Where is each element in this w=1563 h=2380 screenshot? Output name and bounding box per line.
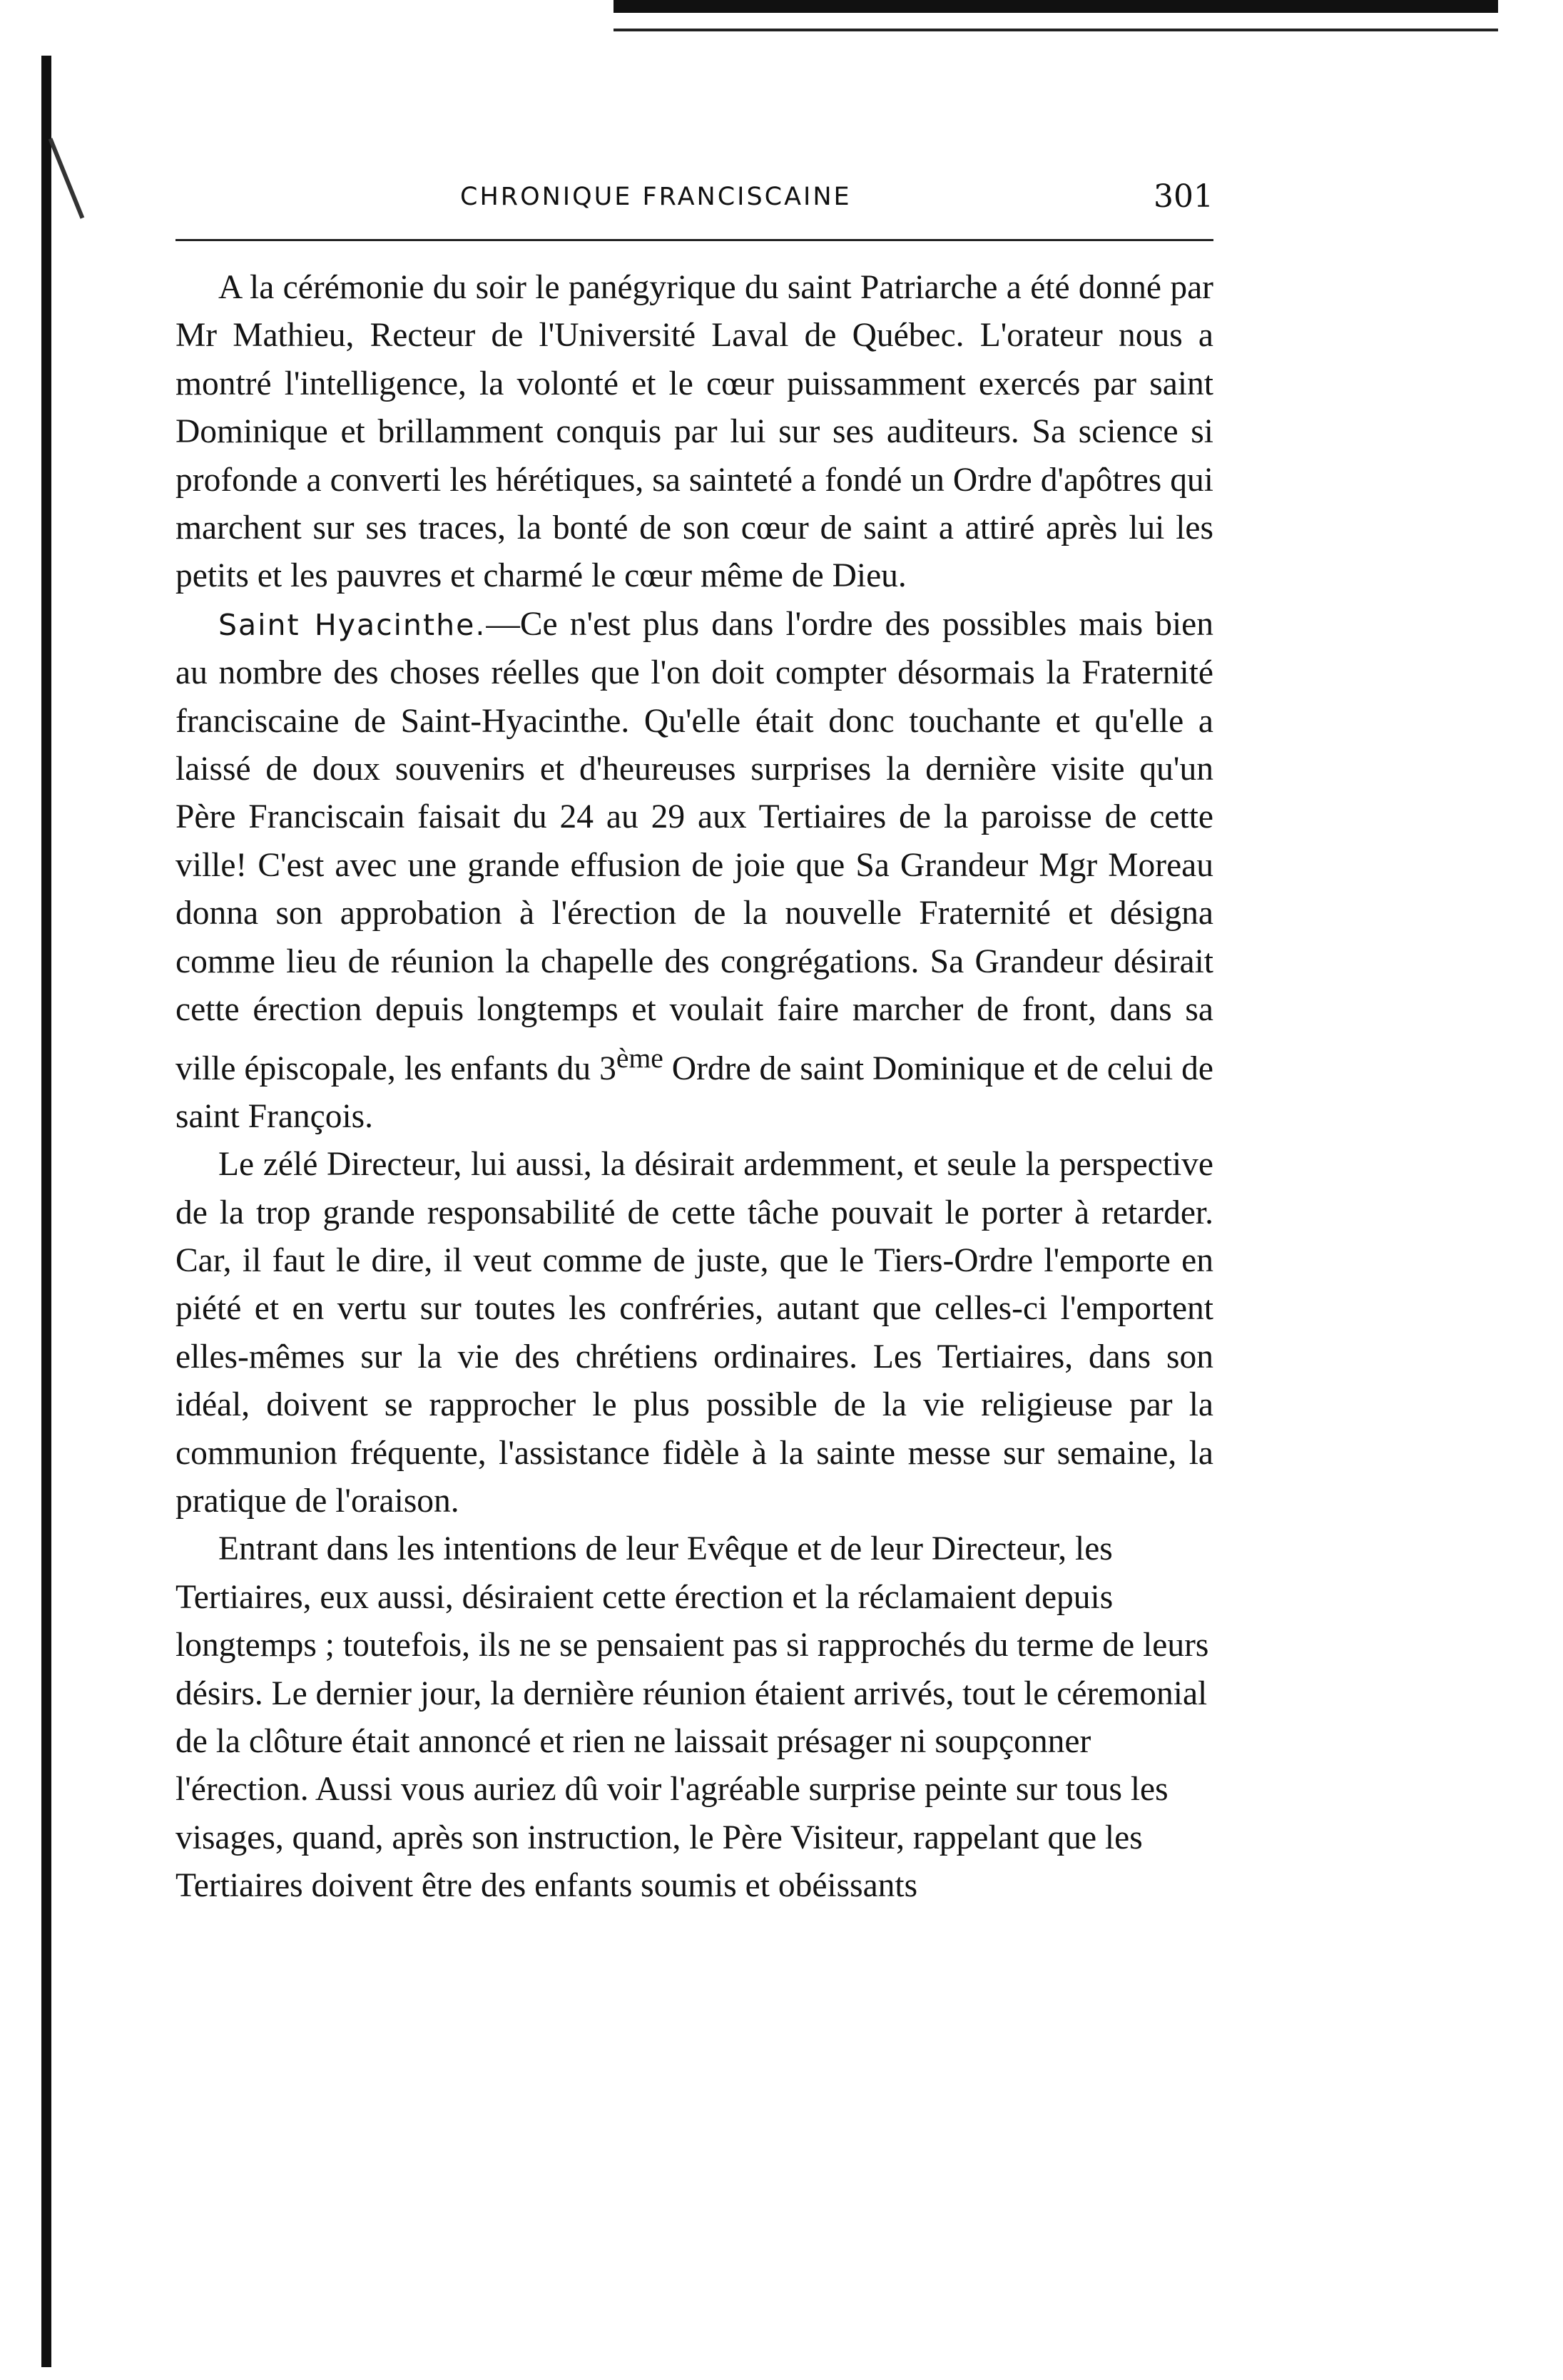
paragraph-2-tail: Ordre de saint Dominique et de celui de saint François. [175, 1049, 1213, 1135]
section-heading: Saint Hyacinthe. [218, 607, 487, 642]
page-body [175, 264, 1213, 1911]
scan-border-top-thin [614, 29, 1498, 31]
paragraph-3: Le zélé Directeur, lui aussi, la désirait ardemment, et seule la perspective de la trop grande responsabilité de cette tâche pouvait le porter à retarder. Car, il faut le dire, il veut comme de juste, que le Tiers-Ordre l'emporte en piété et en vertu sur toutes les confréries, autant que celles-ci l'emportent elles-mêmes sur la vie des chrétiens ordinaires. Les Tertiaires, dans son idéal, doivent se rapprocher le plus possible de la vie religieuse par la communion fréquente, l'assistance fidèle à la sainte messe sur semaine, la pratique de l'oraison. [175, 1146, 1213, 1520]
paragraph-1: A la cérémonie du soir le panégyrique du saint Patriarche a été donné par Mr Mathieu, Recteur de l'Université Laval de Québec. L'orateur nous a montré l'intelligence, la volonté et le cœur puissamment exercés par saint Dominique et brillamment conquis par lui sur ses auditeurs. Sa science si profonde a converti les hérétiques, sa sainteté a fondé un Ordre d'apôtres qui marchent sur ses traces, la bonté de son cœur de saint a attiré après lui les petits et les pauvres et charmé le cœur même de Dieu. [175, 269, 1213, 595]
header-rule [175, 239, 1213, 241]
ordinal-superscript: ème [616, 1042, 663, 1074]
paragraph-2-text: —Ce n'est plus dans l'ordre des possibles mais bien au nombre des choses réelles que l'on doit compter désormais la Fraternité franciscaine de Saint-Hyacinthe. Qu'elle était donc touchante et qu'elle a laissé de doux souvenirs et d'heureuses surprises la dernière visite qu'un Père Franciscain faisait du 24 au 29 aux Tertiaires de la paroisse de cette ville! C'est avec une grande effusion de joie que Sa Grandeur Mgr Moreau donna son approbation à l'érection de la nouvelle Fraternité et désigna comme lieu de réunion la chapelle des congrégations. Sa Grandeur désirait cette érection depuis longtemps et voulait faire marcher de front, dans sa ville épiscopale, les enfants du 3 [175, 605, 1213, 1087]
running-title: CHRONIQUE FRANCISCAINE [460, 183, 852, 211]
scan-border-left [41, 56, 51, 2367]
paragraph-2 [175, 601, 1213, 1141]
scan-mark [49, 138, 85, 219]
scan-border-top [614, 0, 1498, 13]
page-header [175, 178, 1213, 221]
paragraph-4: Entrant dans les intentions de leur Evêque et de leur Directeur, les Tertiaires, eux aussi, désiraient cette érection et la réclamaient depuis longtemps ; toutefois, ils ne se pensaient pas si rapprochés du terme de leurs désirs. Le dernier jour, la dernière réunion étaient arrivés, tout le céremonial de la clôture était annoncé et rien ne laissait présager ni soupçonner l'érection. Aussi vous auriez dû voir l'agréable surprise peinte sur tous les visages, quand, après son instruction, le Père Visiteur, rappelant que les Tertiaires doivent être des enfants soumis et obéissants [175, 1530, 1209, 1905]
page-number: 301 [1154, 178, 1213, 215]
